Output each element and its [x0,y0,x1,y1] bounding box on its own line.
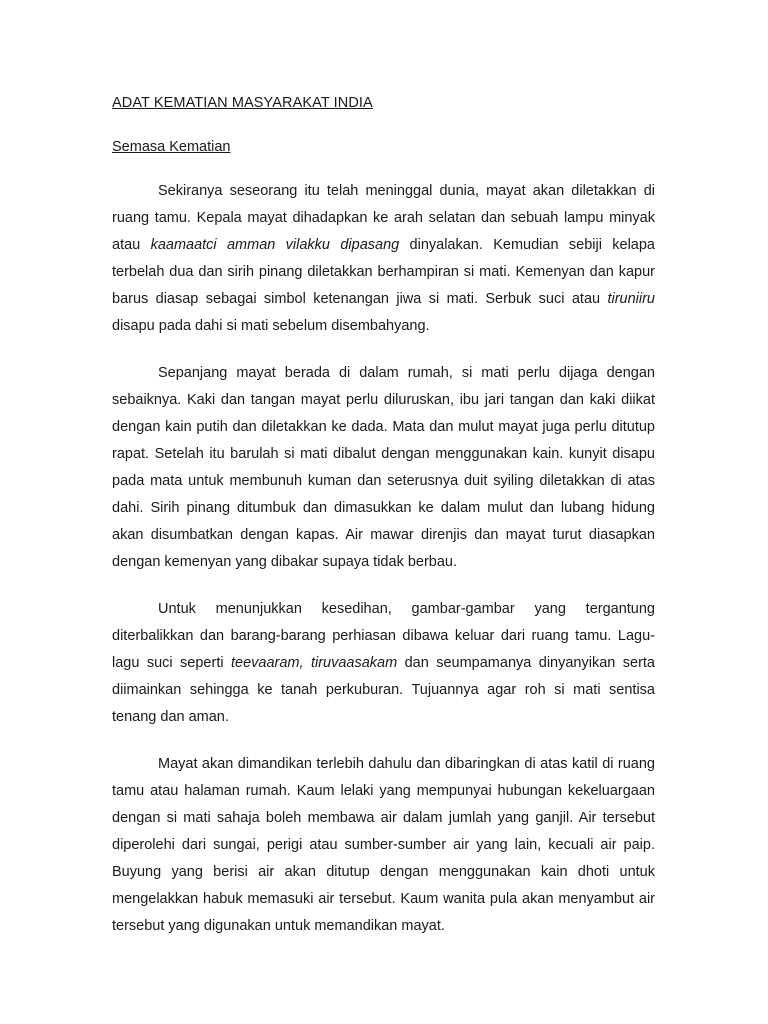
paragraph-1 [112,178,655,340]
paragraph-3-text-1: Untuk menunjukkan kesedihan, gambar-gambar yang tergantung diterbalikkan dan barang-barang perhiasan dibawa keluar dari ruang tamu. Lagu-lagu suci seperti [112,601,655,671]
paragraph-2 [112,360,655,576]
paragraph-1-italic-term-1: kaamaatci amman vilakku dipasang [150,237,400,253]
document-page [112,90,655,940]
paragraph-1-italic-term-2: tiruniiru [607,291,655,307]
paragraph-1-text-2: dinyalakan. Kemudian sebiji kelapa terbelah dua dan sirih pinang diletakkan berhampiran si mati. Kemenyan dan kapur barus diasap sebagai simbol ketenangan jiwa si mati. Serbuk suci atau [112,237,655,307]
section-heading: Semasa Kematian [112,139,231,155]
paragraph-3 [112,596,655,731]
paragraph-3-italic-term-1: teevaaram, tiruvaasakam [231,655,398,671]
paragraph-2-text-1: Sepanjang mayat berada di dalam rumah, si mati perlu dijaga dengan sebaiknya. Kaki dan tangan mayat perlu diluruskan, ibu jari tangan dan kaki diikat dengan kain putih dan diletakkan ke dada. Mata dan mulut mayat juga perlu ditutup rapat. Setelah itu barulah si mati dibalut dengan menggunakan kain. kunyit disapu pada mata untuk membunuh kuman dan seterusnya duit syiling diletakkan di atas dahi. Sirih pinang ditumbuk dan dimasukkan ke dalam mulut dan lubang hidung akan disumbatkan dengan kapas. Air mawar direnjis dan mayat turut diasapkan dengan kemenyan yang dibakar supaya tidak berbau. [112,365,655,570]
document-title: ADAT KEMATIAN MASYARAKAT INDIA [112,95,373,111]
paragraph-4-text-1: Mayat akan dimandikan terlebih dahulu dan dibaringkan di atas katil di ruang tamu atau halaman rumah. Kaum lelaki yang mempunyai hubungan kekeluargaan dengan si mati sahaja boleh membawa air dalam jumlah yang ganjil. Air tersebut diperolehi dari sungai, perigi atau sumber-sumber air yang lain, kecuali air paip. Buyung yang berisi air akan ditutup dengan menggunakan kain dhoti untuk mengelakkan habuk memasuki air tersebut. Kaum wanita pula akan menyambut air tersebut yang digunakan untuk memandikan mayat. [112,756,655,934]
paragraph-4 [112,751,655,940]
paragraph-1-text-3: disapu pada dahi si mati sebelum disembahyang. [112,318,430,334]
paragraph-1-text-1: Sekiranya seseorang itu telah meninggal dunia, mayat akan diletakkan di ruang tamu. Kepala mayat dihadapkan ke arah selatan dan sebuah lampu minyak atau [112,183,655,253]
paragraph-3-text-2: dan seumpamanya dinyanyikan serta diimainkan sehingga ke tanah perkuburan. Tujuannya agar roh si mati sentisa tenang dan aman. [112,655,655,725]
